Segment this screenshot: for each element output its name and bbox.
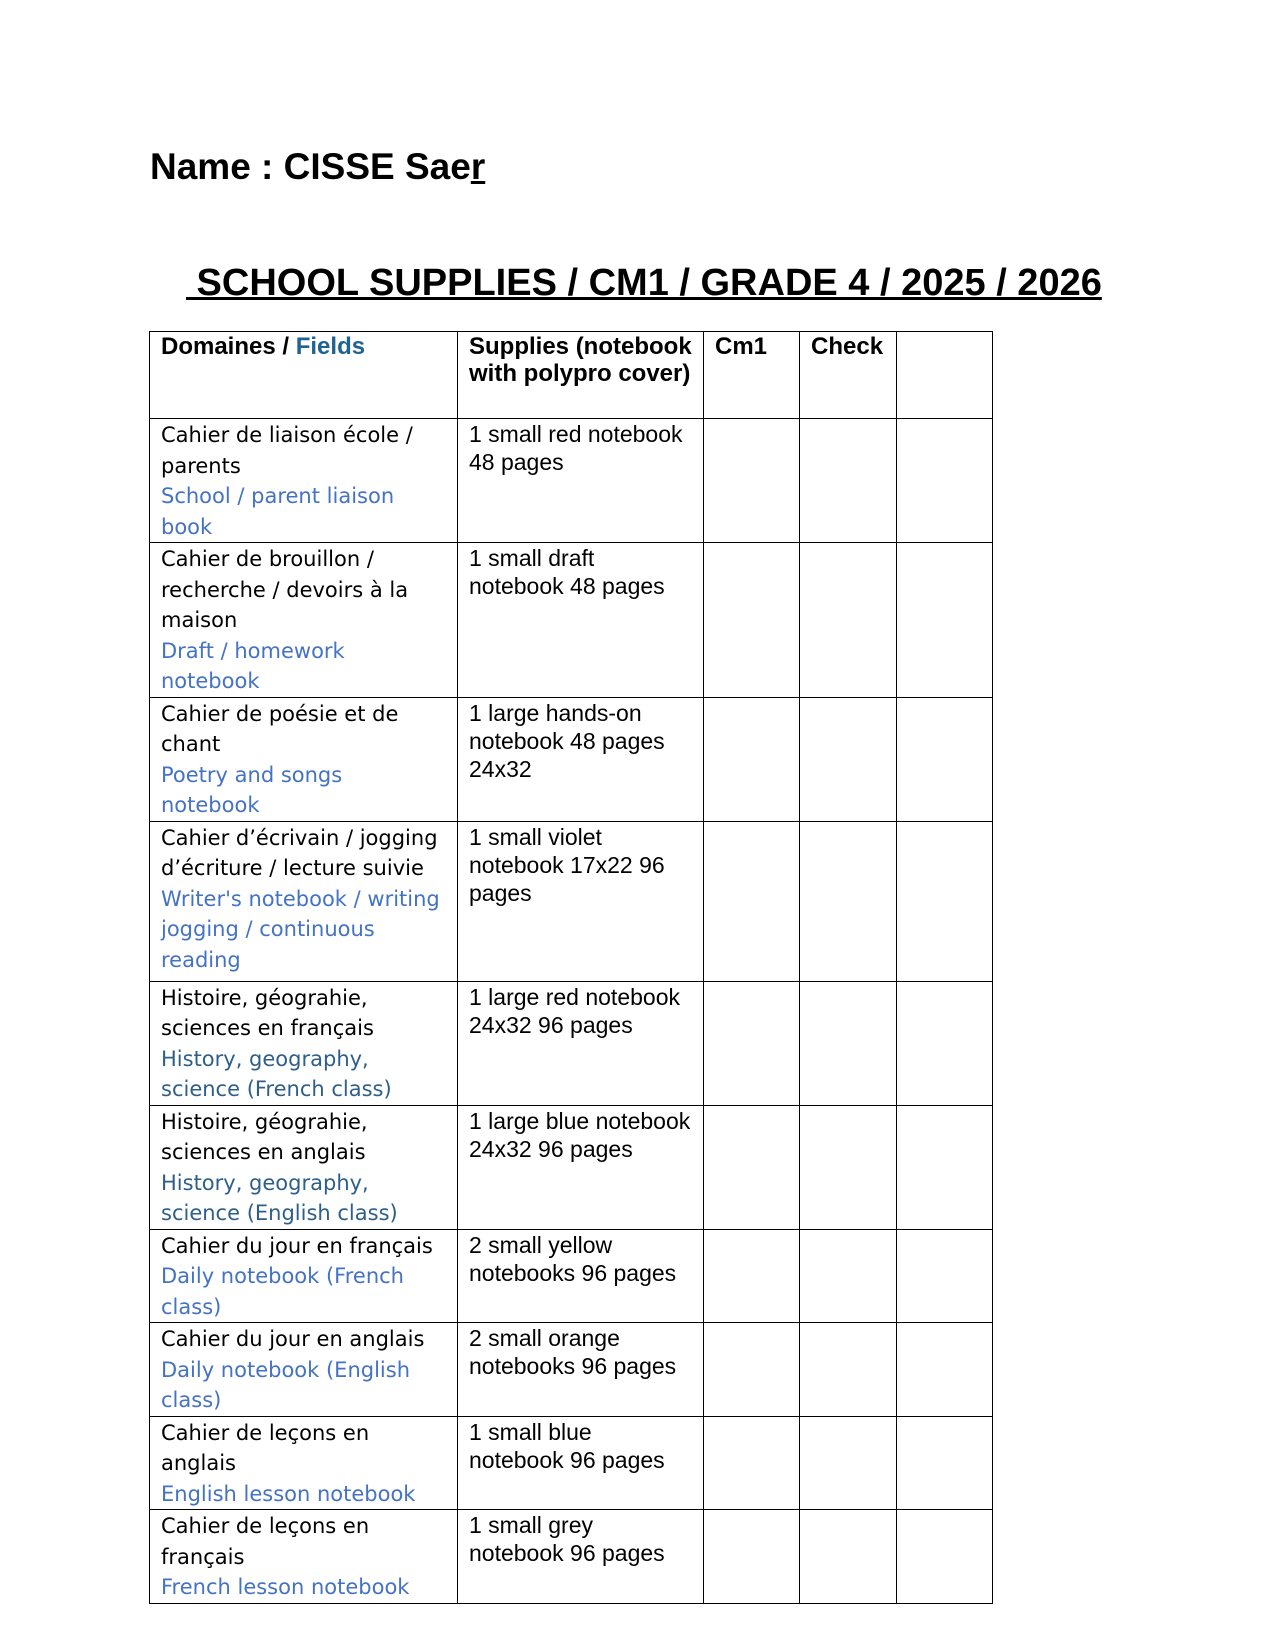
domain-english: Writer's notebook / writing jogging / continuous reading [161, 886, 440, 972]
domain-english: Daily notebook (English class) [161, 1357, 411, 1412]
domain-cell [150, 419, 458, 543]
supply-cell: 1 small draft notebook 48 pages [458, 543, 704, 698]
cm1-cell [704, 981, 800, 1105]
cm1-cell [704, 1416, 800, 1510]
table-row [150, 419, 993, 543]
check-cell[interactable] [800, 1323, 897, 1417]
domain-french: Cahier de brouillon / recherche / devoirs à la maison [161, 547, 409, 632]
table-row [150, 1323, 993, 1417]
domain-english: History, geography, science (English class) [161, 1170, 398, 1225]
table-row [150, 1510, 993, 1604]
cm1-cell [704, 543, 800, 698]
domain-english: English lesson notebook [161, 1481, 416, 1506]
cm1-cell [704, 1323, 800, 1417]
domain-french: Cahier du jour en anglais [161, 1327, 425, 1351]
domain-cell [150, 1416, 458, 1510]
supply-cell: 1 large hands-on notebook 48 pages 24x32 [458, 697, 704, 821]
cm1-cell [704, 697, 800, 821]
header-check: Check [800, 332, 897, 419]
header-domaines [150, 332, 458, 419]
extra-cell [897, 821, 993, 981]
supply-cell: 1 large red notebook 24x32 96 pages [458, 981, 704, 1105]
domain-cell [150, 543, 458, 698]
name-label: Name : [150, 146, 284, 187]
table-row [150, 1416, 993, 1510]
domain-cell [150, 1105, 458, 1229]
supply-cell: 1 small grey notebook 96 pages [458, 1510, 704, 1604]
table-row [150, 543, 993, 698]
supply-cell: 1 small red notebook 48 pages [458, 419, 704, 543]
domain-french: Cahier de leçons en anglais [161, 1420, 370, 1475]
table-row [150, 1105, 993, 1229]
domain-french: Cahier d’écrivain / jogging d’écriture / lecture suivie [161, 825, 438, 880]
supply-cell: 1 small violet notebook 17x22 96 pages [458, 821, 704, 981]
extra-cell [897, 697, 993, 821]
extra-cell [897, 981, 993, 1105]
cm1-cell [704, 1229, 800, 1323]
cm1-cell [704, 821, 800, 981]
supply-cell: 1 large blue notebook 24x32 96 pages [458, 1105, 704, 1229]
supplies-table [149, 331, 993, 1604]
table-row [150, 1229, 993, 1323]
check-cell[interactable] [800, 419, 897, 543]
cm1-cell [704, 1510, 800, 1604]
student-name [150, 146, 485, 188]
domain-cell [150, 1229, 458, 1323]
domain-english: Daily notebook (French class) [161, 1264, 404, 1319]
extra-cell [897, 1229, 993, 1323]
extra-cell [897, 1323, 993, 1417]
cm1-cell [704, 419, 800, 543]
domain-french: Cahier de leçons en français [161, 1514, 370, 1569]
extra-cell [897, 1416, 993, 1510]
table-row [150, 981, 993, 1105]
header-domaines-label: Domaines / [161, 333, 296, 360]
check-cell[interactable] [800, 697, 897, 821]
domain-french: Histoire, géograhie, sciences en français [161, 985, 374, 1040]
check-cell[interactable] [800, 821, 897, 981]
extra-cell [897, 419, 993, 543]
name-value-end: r [470, 146, 486, 187]
check-cell[interactable] [800, 1416, 897, 1510]
header-fields-label: Fields [295, 333, 366, 360]
check-cell[interactable] [800, 1229, 897, 1323]
check-cell[interactable] [800, 1510, 897, 1604]
supply-cell: 2 small yellow notebooks 96 pages [458, 1229, 704, 1323]
domain-english: Poetry and songs notebook [161, 762, 343, 817]
supply-cell: 1 small blue notebook 96 pages [458, 1416, 704, 1510]
check-cell[interactable] [800, 981, 897, 1105]
domain-english: School / parent liaison book [161, 484, 395, 539]
domain-french: Cahier de liaison école / parents [161, 423, 413, 478]
domain-cell [150, 821, 458, 981]
domain-english: Draft / homework notebook [161, 638, 345, 693]
cm1-cell [704, 1105, 800, 1229]
header-row [150, 332, 993, 419]
check-cell[interactable] [800, 543, 897, 698]
domain-french: Histoire, géograhie, sciences en anglais [161, 1109, 368, 1164]
domain-cell [150, 1323, 458, 1417]
table-row [150, 697, 993, 821]
check-cell[interactable] [800, 1105, 897, 1229]
domain-cell [150, 1510, 458, 1604]
extra-cell [897, 1105, 993, 1229]
supply-cell: 2 small orange notebooks 96 pages [458, 1323, 704, 1417]
header-supplies: Supplies (notebook with polypro cover) [458, 332, 704, 419]
domain-english: French lesson notebook [161, 1575, 410, 1599]
domain-cell [150, 697, 458, 821]
extra-cell [897, 543, 993, 698]
extra-cell [897, 1510, 993, 1604]
table-row [150, 821, 993, 981]
header-extra [897, 332, 993, 419]
page-title: SCHOOL SUPPLIES / CM1 / GRADE 4 / 2025 / 2026 [186, 262, 1102, 304]
name-value: CISSE Sae [283, 146, 471, 187]
domain-english: History, geography, science (French class) [161, 1046, 392, 1101]
domain-cell [150, 981, 458, 1105]
domain-french: Cahier du jour en français [161, 1233, 433, 1258]
header-cm1: Cm1 [704, 332, 800, 419]
domain-french: Cahier de poésie et de chant [161, 701, 399, 756]
